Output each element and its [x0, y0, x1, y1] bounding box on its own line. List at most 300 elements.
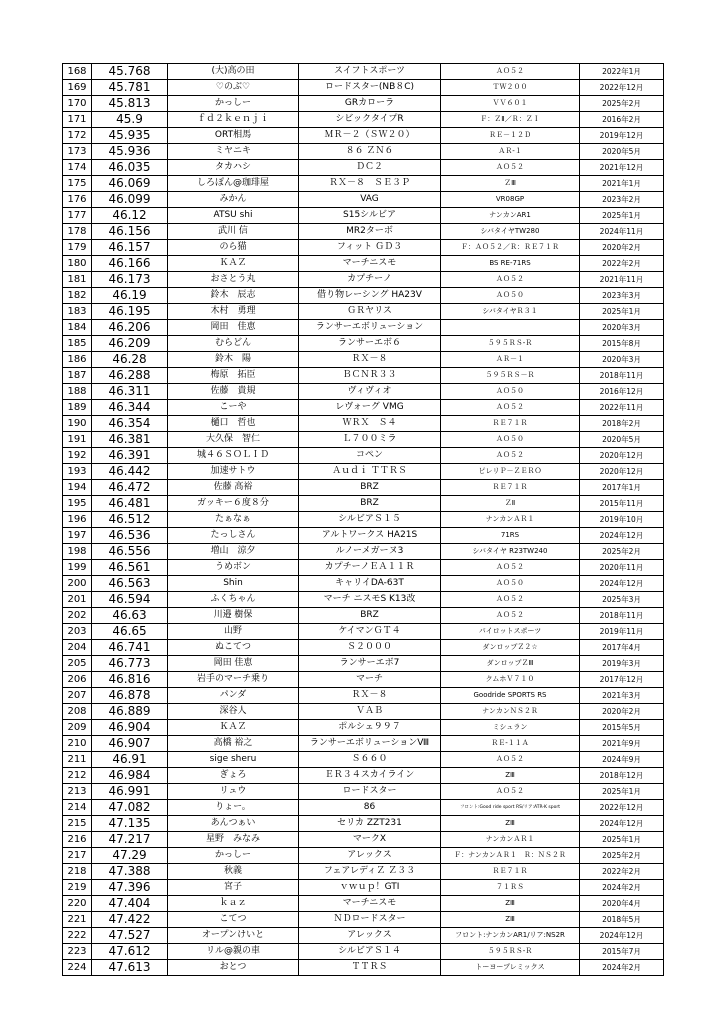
driver-cell: 高橋 裕之: [168, 736, 299, 752]
time-cell: 45.935: [92, 128, 168, 144]
table-row: [63, 560, 664, 576]
tire-cell: ＡＯ５２: [441, 272, 580, 288]
car-cell: ＢＣＮＲ３３: [299, 368, 441, 384]
table-row: [63, 752, 664, 768]
date-cell: 2019年10月: [580, 512, 664, 528]
time-cell: 47.527: [92, 928, 168, 944]
tire-cell: ＴＷ２００: [441, 80, 580, 96]
rank-cell: 196: [63, 512, 92, 528]
date-cell: 2020年4月: [580, 896, 664, 912]
table-row: [63, 768, 664, 784]
table-row: [63, 304, 664, 320]
driver-cell: こてつ: [168, 912, 299, 928]
table-row: [63, 704, 664, 720]
date-cell: 2022年1月: [580, 64, 664, 80]
tire-cell: ZⅢ: [441, 816, 580, 832]
rank-cell: 211: [63, 752, 92, 768]
rank-cell: 178: [63, 224, 92, 240]
date-cell: 2021年11月: [580, 272, 664, 288]
car-cell: BRZ: [299, 480, 441, 496]
car-cell: ＲＸ－８: [299, 688, 441, 704]
car-cell: アルトワークス HA21S: [299, 528, 441, 544]
table-row: [63, 592, 664, 608]
driver-cell: 武川 信: [168, 224, 299, 240]
driver-cell: ぎょろ: [168, 768, 299, 784]
date-cell: 2024年12月: [580, 816, 664, 832]
rank-cell: 171: [63, 112, 92, 128]
driver-cell: 増山 涼夕: [168, 544, 299, 560]
tire-cell: BS RE-71RS: [441, 256, 580, 272]
driver-cell: 梅原 拓臣: [168, 368, 299, 384]
time-cell: 47.29: [92, 848, 168, 864]
time-cell: 45.813: [92, 96, 168, 112]
driver-cell: のら猫: [168, 240, 299, 256]
date-cell: 2018年11月: [580, 608, 664, 624]
rank-cell: 168: [63, 64, 92, 80]
date-cell: 2019年3月: [580, 656, 664, 672]
table-row: [63, 816, 664, 832]
date-cell: 2024年12月: [580, 928, 664, 944]
rank-cell: 169: [63, 80, 92, 96]
table-row: [63, 288, 664, 304]
table-row: [63, 576, 664, 592]
rank-cell: 194: [63, 480, 92, 496]
time-cell: 46.741: [92, 640, 168, 656]
rank-cell: 210: [63, 736, 92, 752]
time-cell: 46.195: [92, 304, 168, 320]
driver-cell: 岡田 佳恵: [168, 656, 299, 672]
car-cell: マーチ: [299, 672, 441, 688]
car-cell: ＧＲヤリス: [299, 304, 441, 320]
tire-cell: ＲＥ－１２Ｄ: [441, 128, 580, 144]
car-cell: フェアレディＺ Ｚ３３: [299, 864, 441, 880]
car-cell: カプチーノＥＡ１１Ｒ: [299, 560, 441, 576]
table-row: [63, 640, 664, 656]
date-cell: 2025年3月: [580, 592, 664, 608]
table-row: [63, 80, 664, 96]
car-cell: ランサーエボ7: [299, 656, 441, 672]
rank-cell: 174: [63, 160, 92, 176]
driver-cell: りょー。: [168, 800, 299, 816]
car-cell: レヴォーグ VMG: [299, 400, 441, 416]
car-cell: Ｓ６６０: [299, 752, 441, 768]
rank-cell: 221: [63, 912, 92, 928]
date-cell: 2024年12月: [580, 528, 664, 544]
time-cell: 46.344: [92, 400, 168, 416]
driver-cell: 加速サトウ: [168, 464, 299, 480]
rank-cell: 195: [63, 496, 92, 512]
date-cell: 2016年12月: [580, 384, 664, 400]
table-row: [63, 800, 664, 816]
driver-cell: 鈴木 陽: [168, 352, 299, 368]
tire-cell: ZⅢ: [441, 896, 580, 912]
time-cell: 46.512: [92, 512, 168, 528]
tire-cell: ミシュラン: [441, 720, 580, 736]
tire-cell: ＡＯ５０: [441, 288, 580, 304]
tire-cell: ZⅢ: [441, 912, 580, 928]
car-cell: ＲＸ－８ ＳＥ３Ｐ: [299, 176, 441, 192]
table-row: [63, 368, 664, 384]
car-cell: S15シルビア: [299, 208, 441, 224]
tire-cell: ＡＯ５２: [441, 608, 580, 624]
date-cell: 2025年1月: [580, 304, 664, 320]
tire-cell: Goodride SPORTS RS: [441, 688, 580, 704]
date-cell: 2021年3月: [580, 688, 664, 704]
driver-cell: 岡田 佳恵: [168, 320, 299, 336]
table-row: [63, 336, 664, 352]
time-cell: 46.206: [92, 320, 168, 336]
car-cell: Ｓ２０００: [299, 640, 441, 656]
tire-cell: パイロットスポーツ: [441, 624, 580, 640]
rank-cell: 199: [63, 560, 92, 576]
table-row: [63, 64, 664, 80]
rank-cell: 220: [63, 896, 92, 912]
rank-cell: 181: [63, 272, 92, 288]
date-cell: 2020年12月: [580, 448, 664, 464]
car-cell: GRカローラ: [299, 96, 441, 112]
driver-cell: おさとう丸: [168, 272, 299, 288]
car-cell: アレックス: [299, 848, 441, 864]
driver-cell: たぁなぁ: [168, 512, 299, 528]
table-row: [63, 208, 664, 224]
time-cell: 47.217: [92, 832, 168, 848]
driver-cell: ＫＡＺ: [168, 256, 299, 272]
tire-cell: ナンカンＮＳ２Ｒ: [441, 704, 580, 720]
rank-cell: 209: [63, 720, 92, 736]
date-cell: 2024年2月: [580, 880, 664, 896]
driver-cell: 大久保 智仁: [168, 432, 299, 448]
tire-cell: ＡＲ－１: [441, 352, 580, 368]
time-cell: 46.157: [92, 240, 168, 256]
rank-cell: 192: [63, 448, 92, 464]
driver-cell: あんつぁい: [168, 816, 299, 832]
time-cell: 45.781: [92, 80, 168, 96]
time-cell: 46.156: [92, 224, 168, 240]
date-cell: 2020年11月: [580, 560, 664, 576]
rank-cell: 200: [63, 576, 92, 592]
time-cell: 46.63: [92, 608, 168, 624]
date-cell: 2022年12月: [580, 800, 664, 816]
car-cell: ロードスター(NB８C): [299, 80, 441, 96]
table-row: [63, 352, 664, 368]
driver-cell: こーや: [168, 400, 299, 416]
car-cell: MR2ターボ: [299, 224, 441, 240]
tire-cell: シバタイヤTW280: [441, 224, 580, 240]
tire-cell: ＡＯ５２: [441, 448, 580, 464]
date-cell: 2020年2月: [580, 240, 664, 256]
date-cell: 2020年2月: [580, 704, 664, 720]
time-cell: 47.404: [92, 896, 168, 912]
table-row: [63, 784, 664, 800]
table-row: [63, 112, 664, 128]
tire-cell: トーヨープレミックス: [441, 960, 580, 976]
rank-cell: 173: [63, 144, 92, 160]
table-row: [63, 272, 664, 288]
rank-cell: 197: [63, 528, 92, 544]
date-cell: 2022年12月: [580, 80, 664, 96]
tire-cell: ナンカンAR1: [441, 208, 580, 224]
table-row: [63, 464, 664, 480]
date-cell: 2017年12月: [580, 672, 664, 688]
driver-cell: 鈴木 辰志: [168, 288, 299, 304]
table-row: [63, 240, 664, 256]
date-cell: 2022年2月: [580, 256, 664, 272]
table-row: [63, 544, 664, 560]
tire-cell: ＡＯ５０: [441, 432, 580, 448]
driver-cell: みかん: [168, 192, 299, 208]
tire-cell: ZⅢ: [441, 768, 580, 784]
date-cell: 2015年8月: [580, 336, 664, 352]
date-cell: 2018年11月: [580, 368, 664, 384]
date-cell: 2024年2月: [580, 960, 664, 976]
tire-cell: クムホＶ７１０: [441, 672, 580, 688]
time-cell: 46.907: [92, 736, 168, 752]
time-cell: 46.381: [92, 432, 168, 448]
driver-cell: 山野: [168, 624, 299, 640]
date-cell: 2024年9月: [580, 752, 664, 768]
car-cell: 借り物レーシング HA23V: [299, 288, 441, 304]
driver-cell: かっしー: [168, 848, 299, 864]
tire-cell: シバタイヤ R23TW240: [441, 544, 580, 560]
car-cell: ルノーメガーヌ3: [299, 544, 441, 560]
driver-cell: タカハシ: [168, 160, 299, 176]
time-cell: 47.422: [92, 912, 168, 928]
ranking-sheet: [62, 63, 663, 974]
time-cell: 45.936: [92, 144, 168, 160]
driver-cell: リル@親の車: [168, 944, 299, 960]
tire-cell: ＡＯ５２: [441, 560, 580, 576]
tire-cell: Ｆ：ナンカンＡＲ１ Ｒ：ＮＳ２Ｒ: [441, 848, 580, 864]
table-row: [63, 160, 664, 176]
rank-cell: 207: [63, 688, 92, 704]
time-cell: 46.889: [92, 704, 168, 720]
rank-cell: 214: [63, 800, 92, 816]
date-cell: 2017年1月: [580, 480, 664, 496]
tire-cell: ナンカンＡＲ１: [441, 832, 580, 848]
tire-cell: ５９５ＲＳ－Ｒ: [441, 368, 580, 384]
time-cell: 46.556: [92, 544, 168, 560]
driver-cell: ぬこてつ: [168, 640, 299, 656]
table-row: [63, 400, 664, 416]
ranking-table: [62, 63, 664, 976]
date-cell: 2024年11月: [580, 224, 664, 240]
tire-cell: ピレリＰ－ＺＥＲＯ: [441, 464, 580, 480]
date-cell: 2025年1月: [580, 832, 664, 848]
car-cell: ランサーエボリューション: [299, 320, 441, 336]
time-cell: 46.816: [92, 672, 168, 688]
tire-cell: フロント:Good ride sport RS/リア:ATR-K sport: [441, 800, 580, 816]
driver-cell: 宮子: [168, 880, 299, 896]
rank-cell: 187: [63, 368, 92, 384]
date-cell: 2023年2月: [580, 192, 664, 208]
rank-cell: 182: [63, 288, 92, 304]
driver-cell: sige sheru: [168, 752, 299, 768]
tire-cell: ダンロップＺⅢ: [441, 656, 580, 672]
car-cell: ポルシェ９９７: [299, 720, 441, 736]
driver-cell: パンダ: [168, 688, 299, 704]
table-row: [63, 432, 664, 448]
car-cell: マークX: [299, 832, 441, 848]
car-cell: ｖｗｕｐ！GTI: [299, 880, 441, 896]
rank-cell: 224: [63, 960, 92, 976]
date-cell: 2018年12月: [580, 768, 664, 784]
date-cell: 2020年3月: [580, 320, 664, 336]
table-row: [63, 896, 664, 912]
table-row: [63, 880, 664, 896]
driver-cell: ｆｄ２ｋｅｎｊｉ: [168, 112, 299, 128]
tire-cell: ７１ＲＳ: [441, 880, 580, 896]
time-cell: 46.209: [92, 336, 168, 352]
tire-cell: ＡＯ５２: [441, 160, 580, 176]
date-cell: 2025年1月: [580, 784, 664, 800]
time-cell: 46.561: [92, 560, 168, 576]
date-cell: 2022年2月: [580, 864, 664, 880]
date-cell: 2018年5月: [580, 912, 664, 928]
rank-cell: 203: [63, 624, 92, 640]
car-cell: シルビアＳ１４: [299, 944, 441, 960]
time-cell: 46.904: [92, 720, 168, 736]
time-cell: 46.354: [92, 416, 168, 432]
rank-cell: 190: [63, 416, 92, 432]
table-row: [63, 528, 664, 544]
rank-cell: 215: [63, 816, 92, 832]
table-row: [63, 736, 664, 752]
car-cell: セリカ ZZT231: [299, 816, 441, 832]
table-row: [63, 96, 664, 112]
tire-cell: ＲＥ７１Ｒ: [441, 416, 580, 432]
car-cell: キャリイDA-63T: [299, 576, 441, 592]
driver-cell: ATSU shi: [168, 208, 299, 224]
table-row: [63, 256, 664, 272]
date-cell: 2020年5月: [580, 144, 664, 160]
rank-cell: 191: [63, 432, 92, 448]
rank-cell: 175: [63, 176, 92, 192]
rank-cell: 216: [63, 832, 92, 848]
table-row: [63, 848, 664, 864]
date-cell: 2015年7月: [580, 944, 664, 960]
tire-cell: ＡＯ５２: [441, 752, 580, 768]
table-row: [63, 672, 664, 688]
car-cell: ＴＴＲＳ: [299, 960, 441, 976]
rank-cell: 223: [63, 944, 92, 960]
date-cell: 2023年3月: [580, 288, 664, 304]
driver-cell: 城４６ＳＯＬＩＤ: [168, 448, 299, 464]
time-cell: 46.173: [92, 272, 168, 288]
driver-cell: (大)高の田: [168, 64, 299, 80]
driver-cell: うめボン: [168, 560, 299, 576]
car-cell: Ｌ７００ミラ: [299, 432, 441, 448]
table-row: [63, 688, 664, 704]
rank-cell: 189: [63, 400, 92, 416]
time-cell: 46.563: [92, 576, 168, 592]
rank-cell: 188: [63, 384, 92, 400]
car-cell: シルビアＳ１５: [299, 512, 441, 528]
time-cell: 46.65: [92, 624, 168, 640]
time-cell: 46.91: [92, 752, 168, 768]
car-cell: マーチ ニスモS K13改: [299, 592, 441, 608]
tire-cell: ＡＲ-１: [441, 144, 580, 160]
table-row: [63, 960, 664, 976]
date-cell: 2020年3月: [580, 352, 664, 368]
table-row: [63, 656, 664, 672]
time-cell: 46.099: [92, 192, 168, 208]
car-cell: 86: [299, 800, 441, 816]
table-row: [63, 864, 664, 880]
date-cell: 2021年1月: [580, 176, 664, 192]
date-cell: 2018年2月: [580, 416, 664, 432]
tire-cell: シバタイヤＲ３１: [441, 304, 580, 320]
time-cell: 46.594: [92, 592, 168, 608]
time-cell: 47.082: [92, 800, 168, 816]
time-cell: 46.391: [92, 448, 168, 464]
rank-cell: 176: [63, 192, 92, 208]
tire-cell: ５９５ＲＳ-Ｒ: [441, 336, 580, 352]
driver-cell: むらどん: [168, 336, 299, 352]
car-cell: マーチニスモ: [299, 256, 441, 272]
driver-cell: 星野 みなみ: [168, 832, 299, 848]
rank-cell: 179: [63, 240, 92, 256]
car-cell: ＷＲＸ Ｓ４: [299, 416, 441, 432]
car-cell: ＤＣ２: [299, 160, 441, 176]
car-cell: ＶＡＢ: [299, 704, 441, 720]
table-row: [63, 144, 664, 160]
date-cell: 2025年1月: [580, 208, 664, 224]
tire-cell: ＶＶ６０１: [441, 96, 580, 112]
driver-cell: おとつ: [168, 960, 299, 976]
rank-cell: 202: [63, 608, 92, 624]
driver-cell: 樋口 哲也: [168, 416, 299, 432]
car-cell: ランサーエボ６: [299, 336, 441, 352]
time-cell: 47.396: [92, 880, 168, 896]
rank-cell: 186: [63, 352, 92, 368]
rank-cell: 170: [63, 96, 92, 112]
table-row: [63, 448, 664, 464]
driver-cell: 川邉 樹保: [168, 608, 299, 624]
tire-cell: ＲＥ７１Ｒ: [441, 480, 580, 496]
time-cell: 47.612: [92, 944, 168, 960]
tire-cell: ＡＯ５０: [441, 576, 580, 592]
tire-cell: ＺⅡ: [441, 496, 580, 512]
tire-cell: 71RS: [441, 528, 580, 544]
table-row: [63, 128, 664, 144]
time-cell: 46.773: [92, 656, 168, 672]
rank-cell: 222: [63, 928, 92, 944]
date-cell: 2020年5月: [580, 432, 664, 448]
time-cell: 46.472: [92, 480, 168, 496]
rank-cell: 180: [63, 256, 92, 272]
car-cell: ＲＸ－８: [299, 352, 441, 368]
tire-cell: ＡＯ５２: [441, 592, 580, 608]
rank-cell: 185: [63, 336, 92, 352]
time-cell: 46.878: [92, 688, 168, 704]
table-row: [63, 496, 664, 512]
time-cell: 46.069: [92, 176, 168, 192]
tire-cell: ＡＯ５２: [441, 784, 580, 800]
rank-cell: 183: [63, 304, 92, 320]
car-cell: ランサーエボリューションⅧ: [299, 736, 441, 752]
rank-cell: 198: [63, 544, 92, 560]
time-cell: 46.481: [92, 496, 168, 512]
date-cell: 2024年12月: [580, 576, 664, 592]
date-cell: 2022年11月: [580, 400, 664, 416]
rank-cell: 204: [63, 640, 92, 656]
tire-cell: ＺⅢ: [441, 176, 580, 192]
car-cell: コペン: [299, 448, 441, 464]
driver-cell: ♡のぶ♡: [168, 80, 299, 96]
car-cell: ロードスター: [299, 784, 441, 800]
driver-cell: 岩手のマーチ乗り: [168, 672, 299, 688]
table-row: [63, 624, 664, 640]
